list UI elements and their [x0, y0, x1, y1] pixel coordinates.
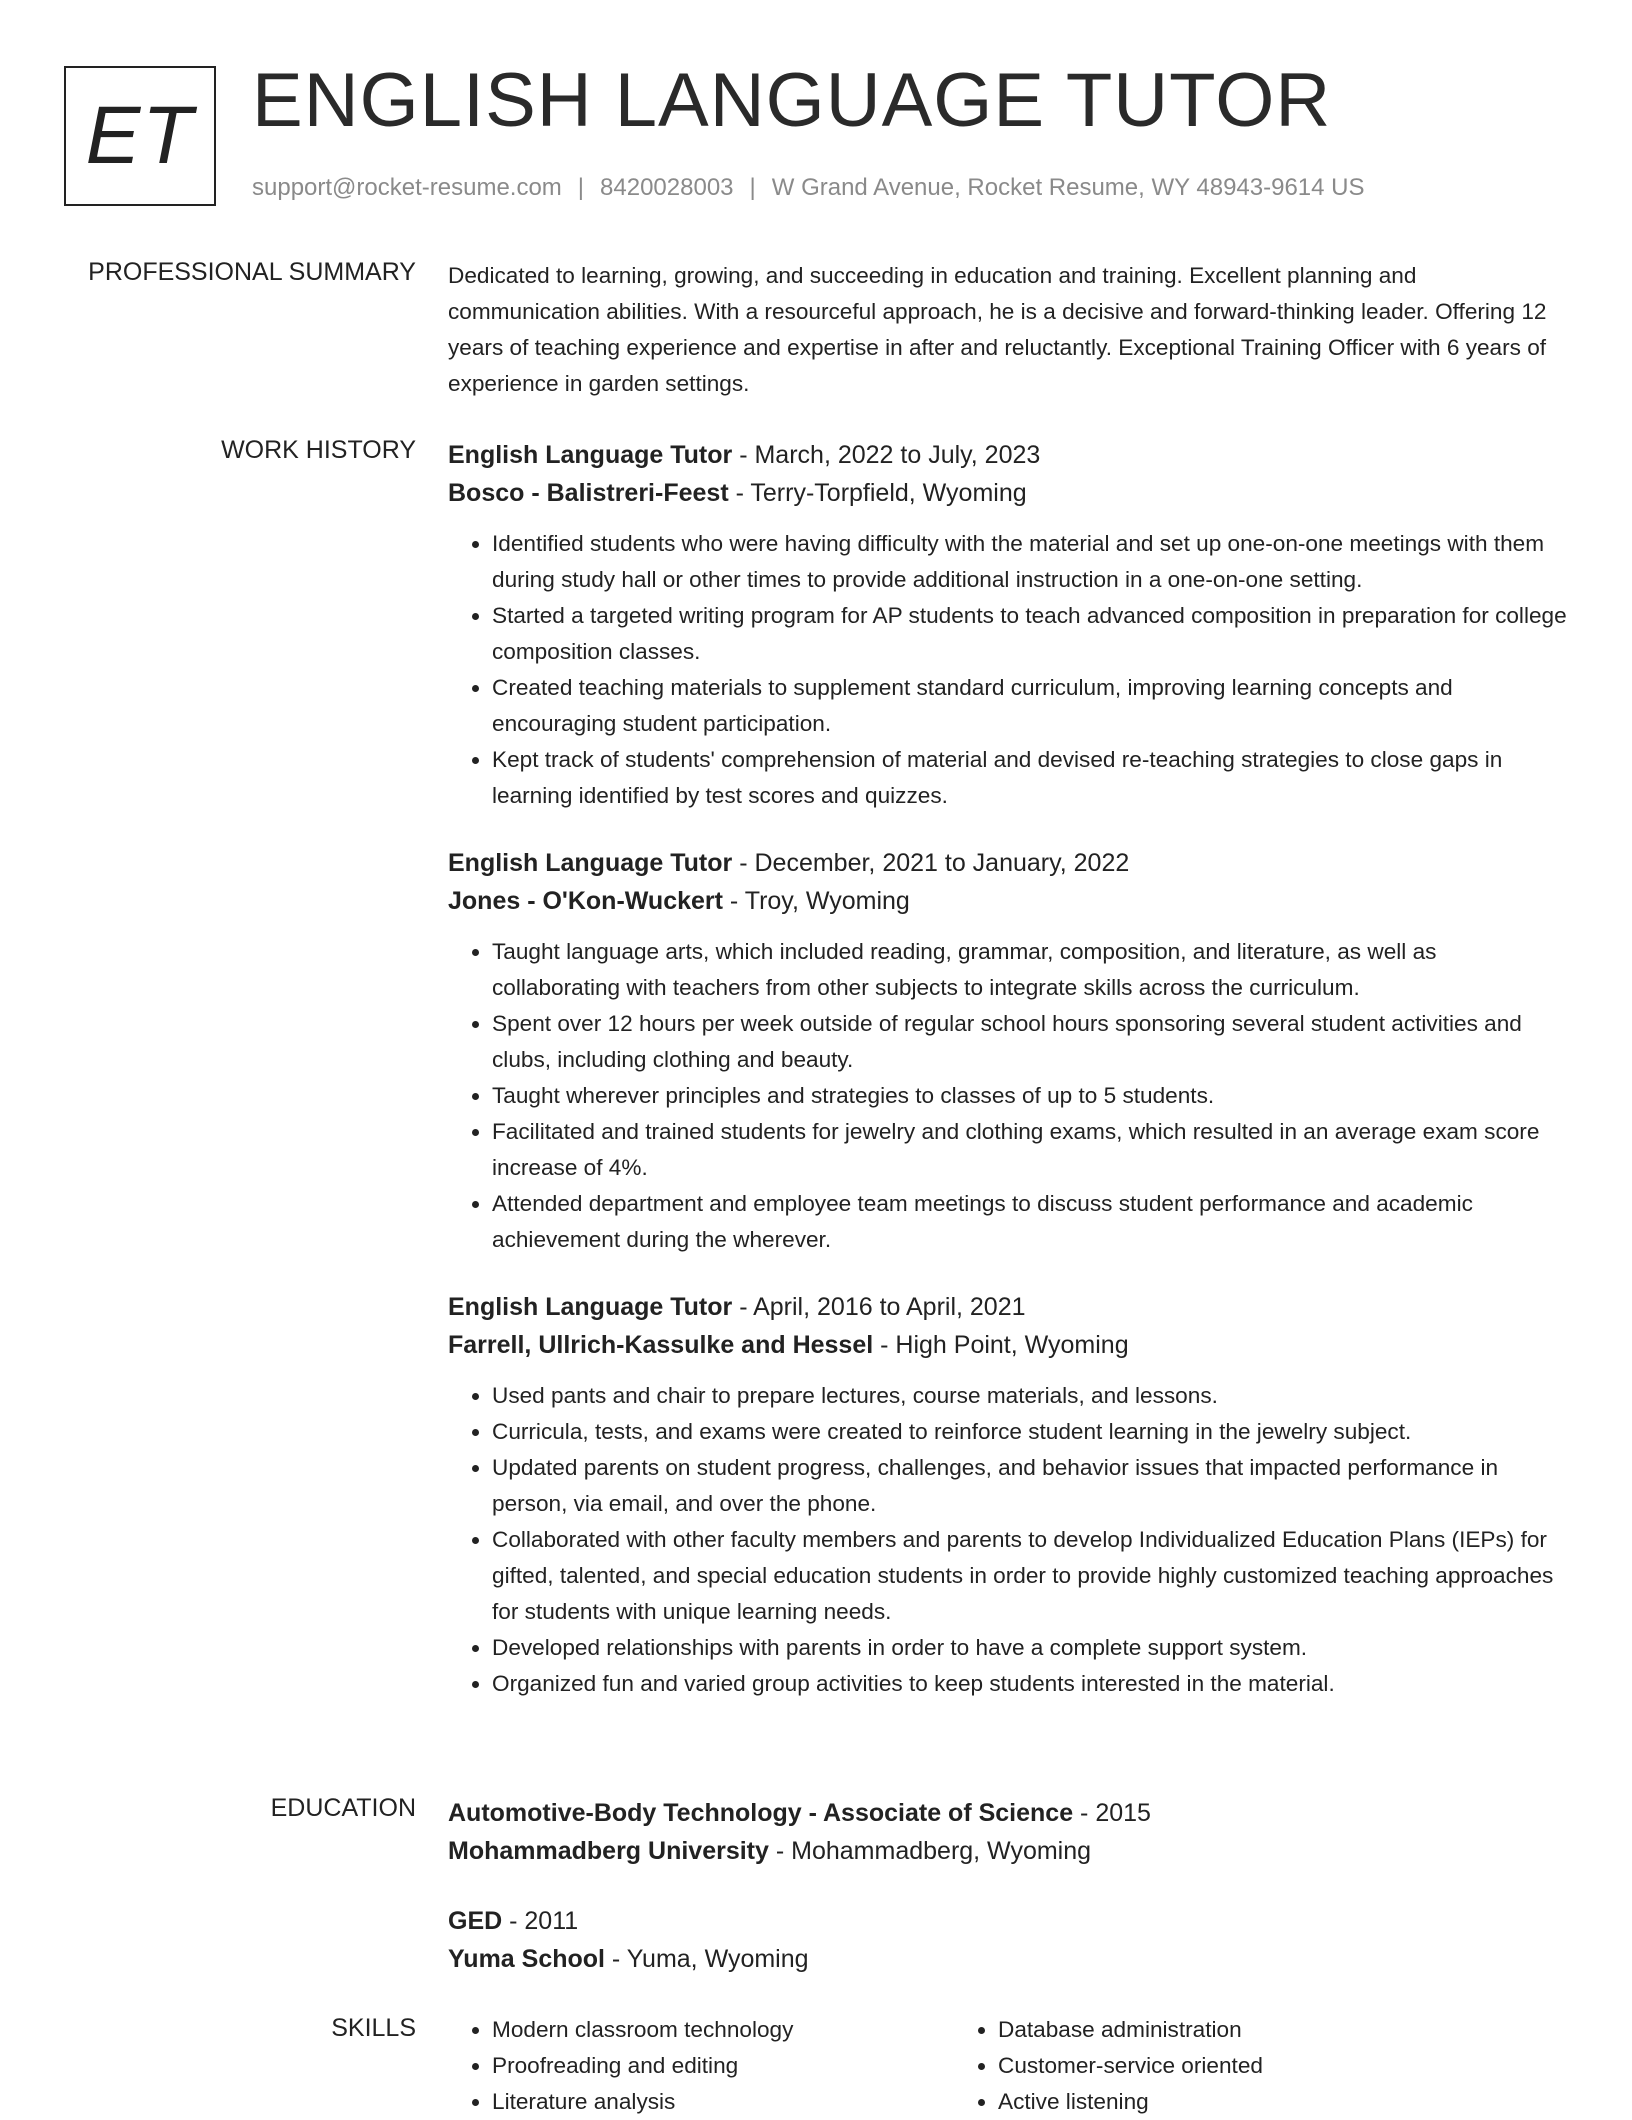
skills-list-left	[448, 2012, 954, 2120]
skill-item: • Modern classroom technology	[492, 2012, 954, 2048]
job-bullet: • Created teaching materials to supplement standard curriculum, improving learning concepts and encouraging student participation.	[492, 670, 1568, 742]
education-school-line	[448, 1832, 1568, 1870]
job-bullet: • Curricula, tests, and exams were created to reinforce student learning in the jewelry subject.	[492, 1414, 1568, 1450]
job-company-line	[448, 1326, 1568, 1364]
address-text: W Grand Avenue, Rocket Resume, WY 48943-9614 US	[771, 174, 1365, 201]
job-bullet: • Collaborated with other faculty members and parents to develop Individualized Education Plans (IEPs) for gifted, talented, and special education students in order to provide highly customized teaching approaches for students with unique learning needs.	[492, 1522, 1568, 1630]
job-title: English Language Tutor	[448, 441, 733, 469]
job-bullet: • Attended department and employee team meetings to discuss student performance and academic achievement during the wherever.	[492, 1186, 1568, 1258]
contact-line	[252, 174, 1365, 202]
job-entry	[448, 436, 1568, 814]
job-title-line	[448, 436, 1568, 474]
job-location: - High Point, Wyoming	[873, 1331, 1129, 1359]
job-title-line	[448, 1288, 1568, 1326]
education-school: Mohammadberg University	[448, 1837, 769, 1865]
job-title-line	[448, 844, 1568, 882]
education-school-line	[448, 1940, 1568, 1978]
job-title: English Language Tutor	[448, 1293, 733, 1321]
job-bullets	[448, 934, 1568, 1258]
education-location: - Mohammadberg, Wyoming	[768, 1837, 1092, 1865]
education-degree-line	[448, 1794, 1568, 1832]
skill-item: • Customer-service oriented	[998, 2048, 1460, 2084]
phone-text: 8420028003	[600, 174, 734, 201]
contact-separator: |	[577, 174, 585, 201]
job-location: - Troy, Wyoming	[722, 887, 910, 915]
job-bullet: • Started a targeted writing program for AP students to teach advanced composition in preparation for college composition classes.	[492, 598, 1568, 670]
skill-item: • Proofreading and editing	[492, 2048, 954, 2084]
education-entry	[448, 1794, 1568, 1870]
job-bullet: • Identified students who were having difficulty with the material and set up one-on-one meetings with them during study hall or other times to provide additional instruction in a one-on-one setting.	[492, 526, 1568, 598]
summary-text: Dedicated to learning, growing, and succeeding in education and training. Excellent planning and communication abilities. With a resourceful approach, he is a decisive and forward-thinking leader. Offering 12 years of teaching experience and expertise in after and reluctantly. Exceptional Training Officer with 6 years of experience in garden settings.	[448, 263, 1547, 396]
job-bullet: • Taught language arts, which included reading, grammar, composition, and literature, as well as collaborating with teachers from other subjects to integrate skills across the curriculum.	[492, 934, 1568, 1006]
skill-item: • Database administration	[998, 2012, 1460, 2048]
work-history-section	[448, 436, 1568, 1732]
job-company-line	[448, 882, 1568, 920]
education-school: Yuma School	[448, 1945, 605, 1973]
job-dates: - December, 2021 to January, 2022	[732, 849, 1130, 877]
skills-section	[448, 2012, 1568, 2120]
job-bullet: • Used pants and chair to prepare lectures, course materials, and lessons.	[492, 1378, 1568, 1414]
education-year: - 2011	[502, 1907, 579, 1935]
job-bullet: • Facilitated and trained students for jewelry and clothing exams, which resulted in an average exam score increase of 4%.	[492, 1114, 1568, 1186]
education-degree: GED	[448, 1907, 503, 1935]
section-label-work-history: WORK HISTORY	[221, 436, 416, 464]
education-section	[448, 1794, 1568, 2010]
job-entry	[448, 844, 1568, 1258]
job-bullets	[448, 1378, 1568, 1702]
job-bullets	[448, 526, 1568, 814]
job-bullet: • Taught wherever principles and strategies to classes of up to 5 students.	[492, 1078, 1568, 1114]
job-company: Bosco - Balistreri-Feest	[448, 479, 729, 507]
job-entry	[448, 1288, 1568, 1702]
job-bullet: • Organized fun and varied group activities to keep students interested in the material.	[492, 1666, 1568, 1702]
education-entry	[448, 1902, 1568, 1978]
education-location: - Yuma, Wyoming	[604, 1945, 809, 1973]
job-bullet: • Spent over 12 hours per week outside of regular school hours sponsoring several student activities and clubs, including clothing and beauty.	[492, 1006, 1568, 1078]
summary-section	[448, 258, 1568, 402]
education-degree-line	[448, 1902, 1568, 1940]
job-company: Jones - O'Kon-Wuckert	[448, 887, 723, 915]
job-bullet: • Updated parents on student progress, challenges, and behavior issues that impacted performance in person, via email, and over the phone.	[492, 1450, 1568, 1522]
skills-list-right	[954, 2012, 1460, 2120]
job-title: English Language Tutor	[448, 849, 733, 877]
skills-columns	[448, 2012, 1568, 2120]
job-dates: - March, 2022 to July, 2023	[732, 441, 1041, 469]
skill-item: • Active listening	[998, 2084, 1460, 2120]
section-label-summary: PROFESSIONAL SUMMARY	[88, 258, 416, 286]
job-company-line	[448, 474, 1568, 512]
job-company: Farrell, Ullrich-Kassulke and Hessel	[448, 1331, 874, 1359]
monogram-text: ET	[85, 90, 195, 181]
contact-separator: |	[749, 174, 756, 201]
email-text: support@rocket-resume.com	[252, 174, 562, 201]
job-bullet: • Developed relationships with parents in order to have a complete support system.	[492, 1630, 1568, 1666]
skill-item: • Literature analysis	[492, 2084, 954, 2120]
section-label-skills: SKILLS	[331, 2014, 416, 2042]
education-degree: Automotive-Body Technology - Associate of Science	[448, 1799, 1074, 1827]
job-bullet: • Kept track of students' comprehension of material and devised re-teaching strategies to close gaps in learning identified by test scores and quizzes.	[492, 742, 1568, 814]
section-label-education: EDUCATION	[270, 1794, 416, 1822]
job-location: - Terry-Torpfield, Wyoming	[728, 479, 1027, 507]
monogram-badge	[64, 66, 216, 206]
resume-title: ENGLISH LANGUAGE TUTOR	[252, 58, 1332, 143]
education-year: - 2015	[1073, 1799, 1151, 1827]
job-dates: - April, 2016 to April, 2021	[732, 1293, 1026, 1321]
